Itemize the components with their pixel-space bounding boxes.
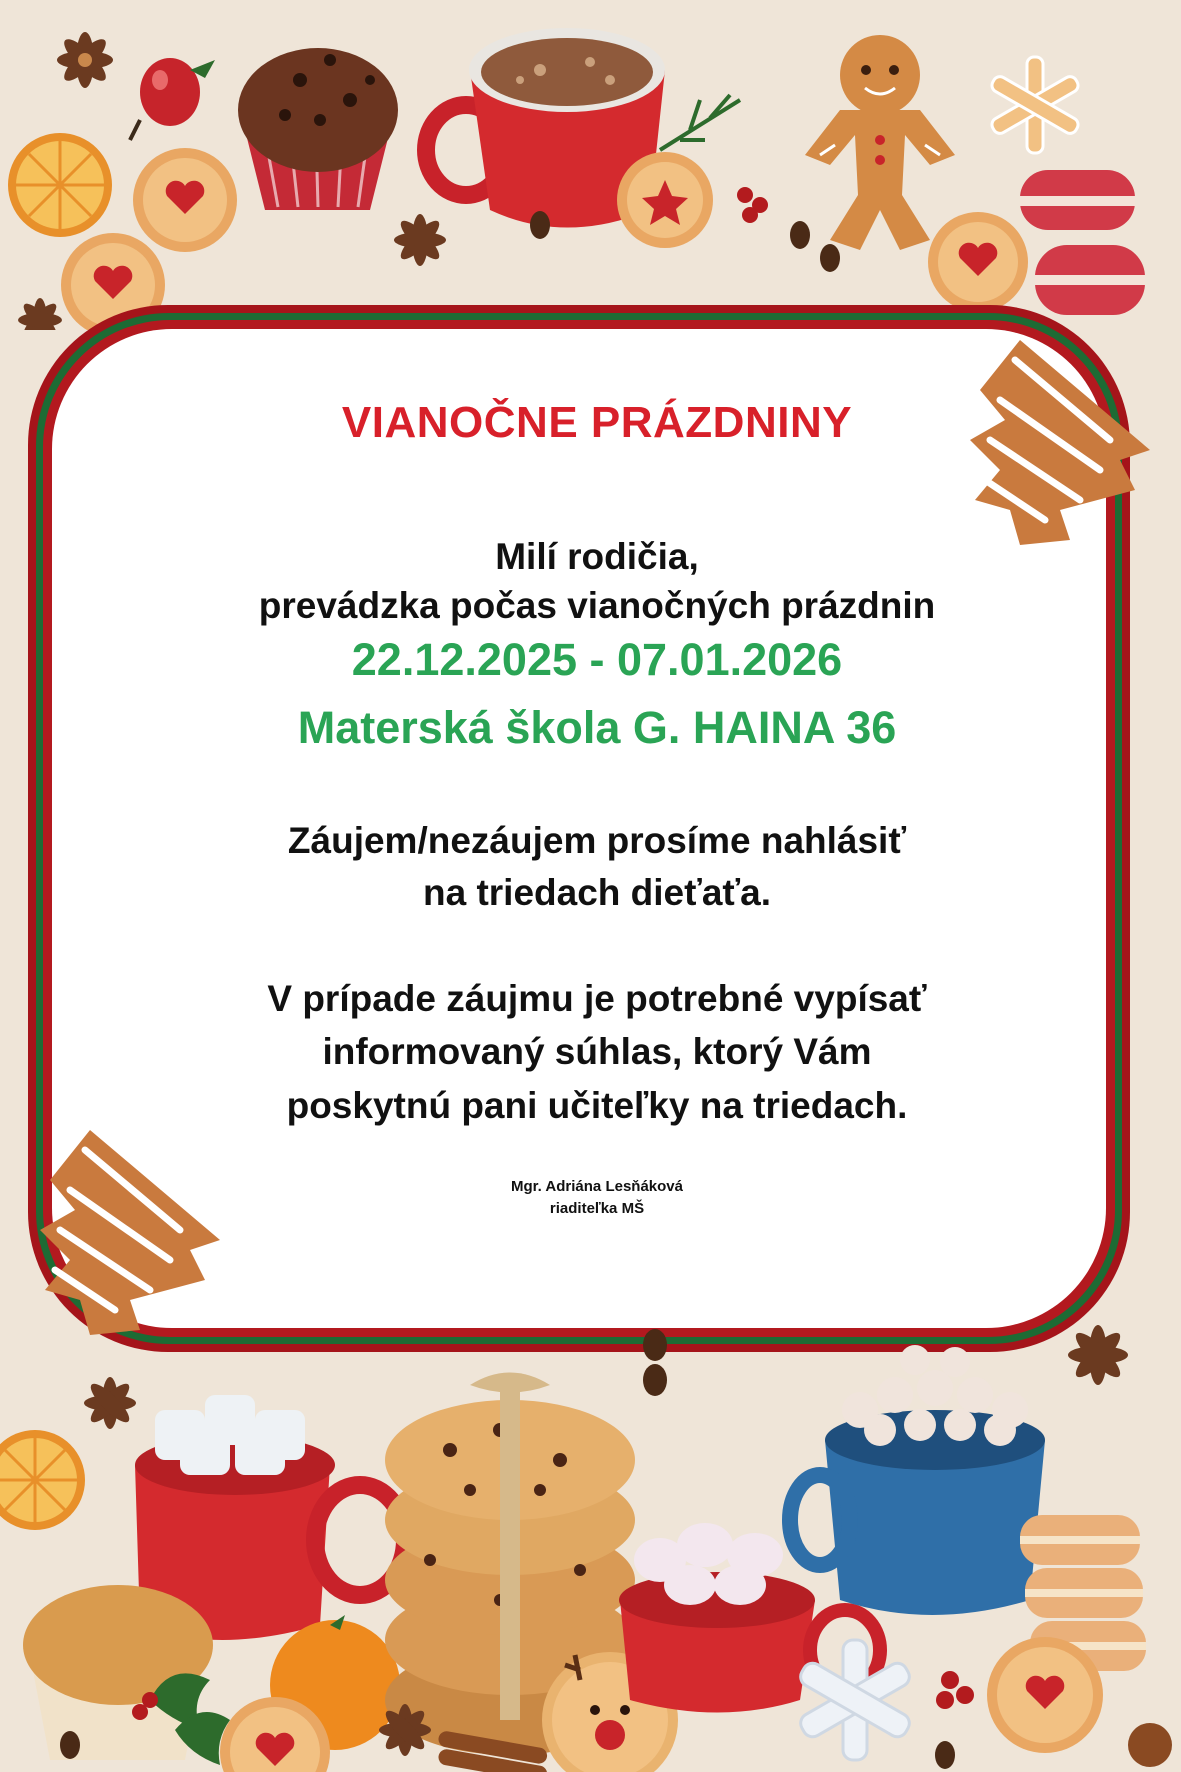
orange-slice-icon <box>8 133 112 237</box>
muffin-icon <box>238 48 398 210</box>
heart-cookie-icon <box>617 152 713 248</box>
signature-name: Mgr. Adriána Lesňáková <box>510 1178 683 1195</box>
star-anise-icon <box>18 298 62 330</box>
greeting: Milí rodičia, <box>495 536 699 577</box>
gingerbread-man-icon <box>805 35 955 250</box>
snowflake-cookie-icon <box>989 57 1080 153</box>
interest-line-2: na triedach dieťaťa. <box>422 872 771 913</box>
signature-role: riaditeľka MŠ <box>549 1200 645 1217</box>
macaron-icon <box>1020 170 1145 315</box>
star-anise-icon <box>1068 1325 1128 1385</box>
date-range: 22.12.2025 - 07.01.2026 <box>351 634 843 685</box>
star-anise-icon <box>394 214 446 266</box>
heart-cookie-icon <box>987 1637 1103 1753</box>
star-anise-icon <box>379 1704 431 1756</box>
star-anise-icon <box>84 1377 136 1429</box>
poster-title: VIANOČNE PRÁZDNINY <box>341 398 853 447</box>
interest-line-1: Záujem/nezáujem prosíme nahlásiť <box>287 820 907 861</box>
marshmallow-mug-icon <box>790 1345 1045 1615</box>
holly-icon <box>660 95 740 150</box>
berries-icon <box>936 1671 974 1709</box>
orange-slice-icon <box>0 1430 85 1530</box>
consent-line-3: poskytnú pani učiteľky na triedach. <box>286 1085 908 1126</box>
consent-line-2: informovaný súhlas, ktorý Vám <box>322 1031 872 1072</box>
hazelnut-icon <box>1128 1723 1172 1767</box>
consent-line-1: V prípade záujmu je potrebné vypísať <box>267 978 927 1019</box>
heart-cookie-icon <box>928 212 1028 312</box>
top-decorations <box>0 0 1181 330</box>
intro-line: prevádzka počas vianočných prázdnin <box>258 585 936 626</box>
heart-cookie-icon <box>133 148 237 252</box>
berries-icon <box>737 187 768 223</box>
bottom-decorations <box>0 1300 1181 1772</box>
rosehip-icon <box>130 58 215 140</box>
school-name: Materská škola G. HAINA 36 <box>297 702 897 753</box>
star-anise-icon <box>57 32 113 88</box>
